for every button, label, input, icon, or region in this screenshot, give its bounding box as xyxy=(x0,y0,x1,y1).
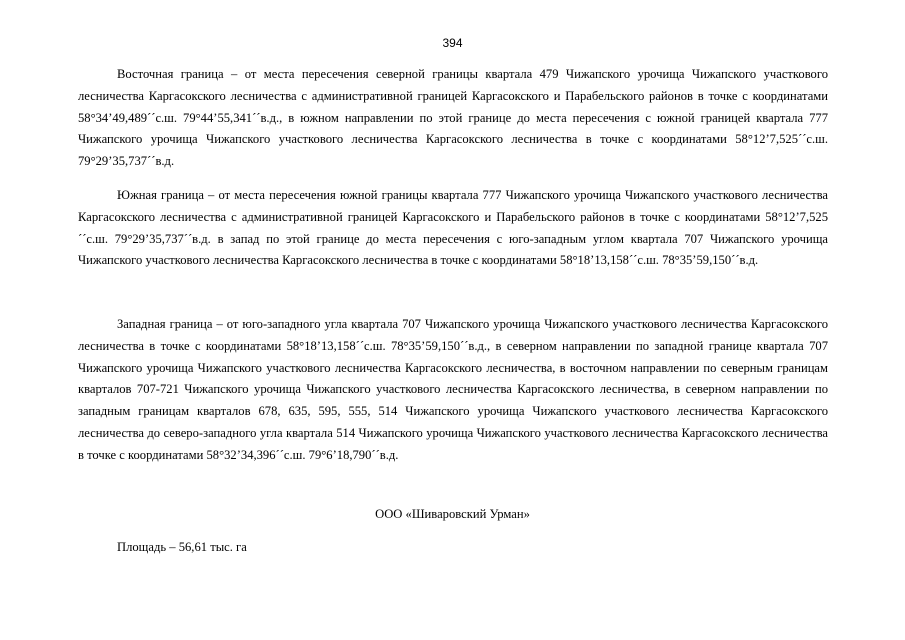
west-boundary-paragraph: Западная граница – от юго-западного угла квартала 707 Чижапского урочища Чижапского участкового лесничества Каргасокского лесничества в точке с координатами 58°18’13,158´´с.ш. 78°35’59,150´´в.д., в северном направлении по западной границе квартала 707 Чижапского урочища Чижапского участкового лесничества Каргасокского лесничества, в восточном направлении по северным границам кварталов 707-721 Чижапского урочища Чижапского участкового лесничества Каргасокского лесничества, в северном направлении по западным границам кварталов 678, 635, 595, 555, 514 Чижапского урочища Чижапского участкового лесничества Каргасокского лесничества до северо-западного угла квартала 514 Чижапского урочища Чижапского участкового лесничества Каргасокского лесничества в точке с координатами 58°32’34,396´´с.ш. 79°6’18,790´´в.д. xyxy=(78,317,828,462)
east-boundary-paragraph: Восточная граница – от места пересечения северной границы квартала 479 Чижапского урочища Чижапского участкового лесничества Каргасокского лесничества с административной границей Каргасокского и Парабельского районов в точке с координатами 58°34’49,489´´с.ш. 79°44’55,341´´в.д., в южном направлении по этой границе до места пересечения с южной границей квартала 777 Чижапского урочища Чижапского участкового лесничества Каргасокского лесничества в точке с координатами 58°12’7,525´´с.ш. 79°29’35,737´´в.д. xyxy=(78,67,828,169)
south-boundary-paragraph: Южная граница – от места пересечения южной границы квартала 777 Чижапского урочища Чижапского участкового лесничества Каргасокского лесничества с административной границей Каргасокского и Парабельского районов в точке с координатами 58°12’7,525´´с.ш. 79°29’35,737´´в.д. в запад по этой границе до места пересечения с юго-западным углом квартала 707 Чижапского урочища Чижапского участкового лесничества Каргасокского лесничества в точке с координатами 58°18’13,158´´с.ш. 78°35’59,150´´в.д. xyxy=(78,188,828,268)
area-text: Площадь – 56,61 тыс. га xyxy=(117,540,247,554)
page-number: 394 xyxy=(442,36,463,50)
section-heading: ООО «Шиваровский Урман» xyxy=(375,507,530,521)
